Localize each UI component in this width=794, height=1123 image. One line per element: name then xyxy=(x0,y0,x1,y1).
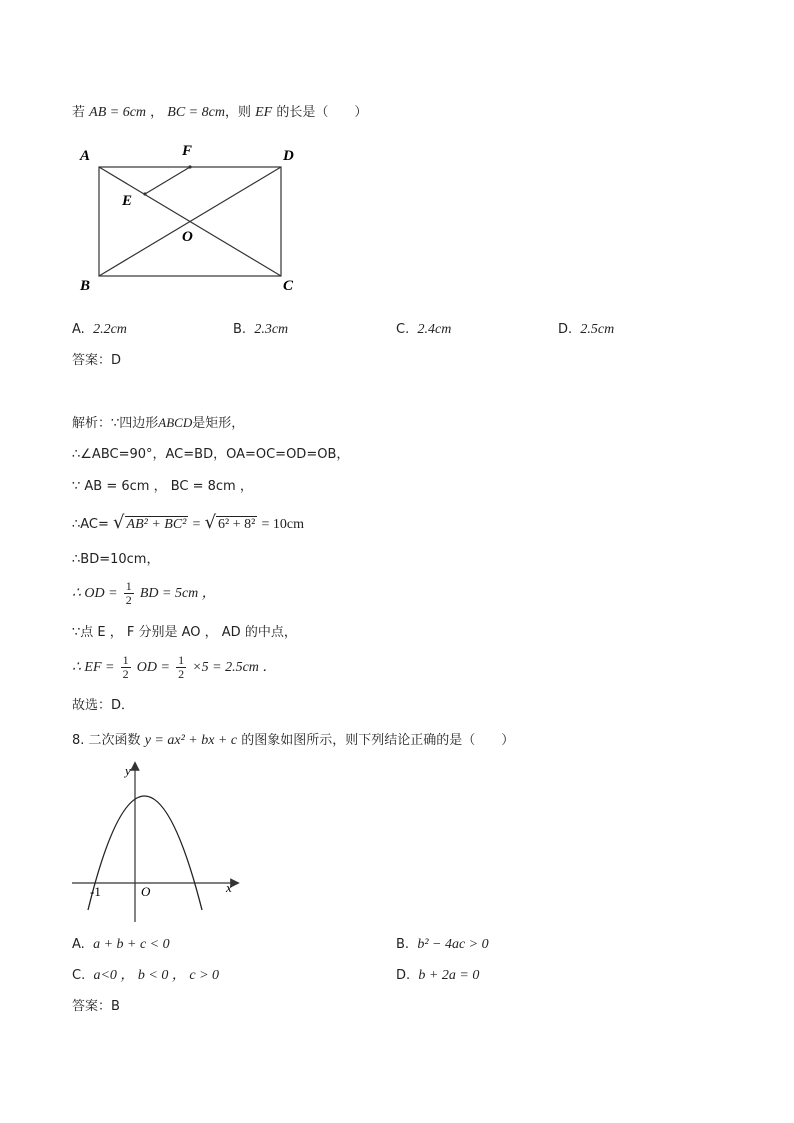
q7-option-a[interactable]: A. 2.2cm xyxy=(72,322,127,337)
label-c: C xyxy=(283,278,294,294)
analysis-line-6: ∴ OD = $\frac{1}{2}$ BD = 5cm ， xyxy=(72,579,216,607)
q8-option-a[interactable]: A. a + b + c < 0 xyxy=(72,937,170,952)
q7-option-c[interactable]: C. 2.4cm xyxy=(396,322,452,337)
q7-answer: 答案：D xyxy=(72,353,122,368)
rectangle-figure xyxy=(70,138,310,298)
q8-option-d[interactable]: D. b + 2a = 0 xyxy=(396,968,480,983)
q7-option-d[interactable]: D. 2.5cm xyxy=(558,322,615,337)
analysis-line-2: ∴∠ABC=90°，AC=BD，OA=OC=OD=OB， xyxy=(72,447,350,462)
analysis-line-8: ∴ EF = $\frac{1}{2}$ OD = $\frac{1}{2}$ ×5 = 2.5cm ． xyxy=(72,653,277,681)
x-axis-label: x xyxy=(226,880,232,895)
q7-option-b[interactable]: B. 2.3cm xyxy=(233,322,289,337)
analysis-line-9: 故选：D． xyxy=(72,698,135,713)
analysis-line-1: 解析：∵四边形ABCD是矩形， xyxy=(72,415,245,431)
q8-stem: 8. 二次函数 y = ax² + bx + c 的图象如图所示，则下列结论正确的是（ ） xyxy=(72,733,515,748)
analysis-line-3: ∵ AB = 6cm ， BC = 8cm ， xyxy=(72,479,253,494)
segment-ef xyxy=(145,167,190,194)
label-a: A xyxy=(80,148,91,164)
parabola-graph xyxy=(70,760,250,930)
q8-answer: 答案：B xyxy=(72,999,120,1014)
origin-label: O xyxy=(141,884,151,899)
label-f: F xyxy=(182,143,193,159)
analysis-line-4: ∴AC= √ AB² + BC² = √ 6² + 8² = 10cm xyxy=(72,512,304,533)
label-o: O xyxy=(182,229,193,245)
label-e: E xyxy=(122,193,133,209)
analysis-line-7: ∵点 E ， F 分别是 AO ， AD 的中点， xyxy=(72,625,297,640)
q8-option-c[interactable]: C. a<0 ， b < 0 ， c > 0 xyxy=(72,968,220,983)
point-f xyxy=(188,165,191,168)
y-axis-label: y xyxy=(125,763,131,778)
label-b: B xyxy=(80,278,91,294)
analysis-line-5: ∴BD=10cm， xyxy=(72,552,160,567)
q8-option-b[interactable]: B. b² − 4ac > 0 xyxy=(396,937,489,952)
point-e xyxy=(143,192,146,195)
label-d: D xyxy=(283,148,294,164)
q7-stem: 若 AB = 6cm ， BC = 8cm，则 EF 的长是（ ） xyxy=(72,105,368,120)
neg-one-label: -1 xyxy=(90,884,101,899)
